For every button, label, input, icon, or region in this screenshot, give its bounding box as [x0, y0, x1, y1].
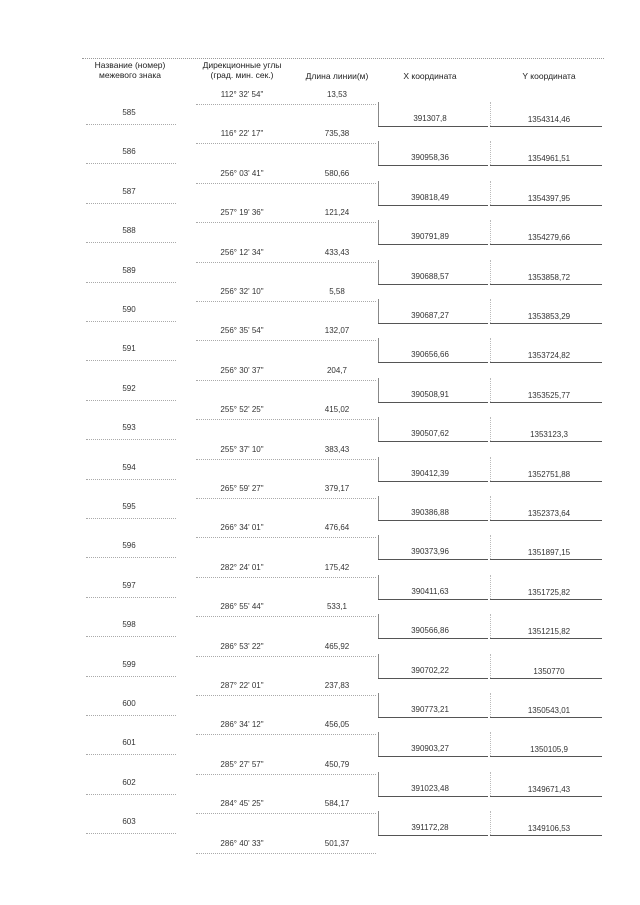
- x-cell-divider: [378, 654, 379, 678]
- point-name: 602: [122, 778, 136, 787]
- y-cell-divider: [490, 378, 491, 402]
- segment-length: 735,38: [324, 129, 350, 138]
- y-cell-rule: [490, 126, 602, 127]
- y-cell-rule: [490, 165, 602, 166]
- point-name: 600: [122, 699, 136, 708]
- y-cell-divider: [490, 338, 491, 362]
- segment-length: 204,7: [326, 366, 348, 375]
- y-cell-divider: [490, 181, 491, 205]
- x-cell-rule: [378, 481, 488, 482]
- segment-length: 433,43: [324, 248, 350, 257]
- y-cell-divider: [490, 811, 491, 835]
- x-cell-rule: [378, 244, 488, 245]
- x-cell-rule: [378, 402, 488, 403]
- x-cell-rule: [378, 678, 488, 679]
- segment-rule: [196, 774, 376, 775]
- segment-angle: 286° 34' 12": [220, 720, 264, 729]
- point-x: 390773,21: [411, 705, 449, 714]
- point-name: 601: [122, 738, 136, 747]
- x-cell-rule: [378, 362, 488, 363]
- segment-angle: 286° 55' 44": [220, 602, 264, 611]
- segment-length: 580,66: [324, 169, 350, 178]
- segment-rule: [196, 498, 376, 499]
- segment-rule: [196, 813, 376, 814]
- y-cell-rule: [490, 481, 602, 482]
- segment-rule: [196, 262, 376, 263]
- header-x: X координата: [403, 71, 457, 81]
- name-cell-rule: [86, 557, 176, 558]
- point-y: 1350543,01: [527, 706, 571, 715]
- header-length: Длина линии(м): [305, 71, 369, 81]
- y-cell-rule: [490, 323, 602, 324]
- y-cell-rule: [490, 835, 602, 836]
- x-cell-divider: [378, 811, 379, 835]
- y-cell-rule: [490, 717, 602, 718]
- point-name: 589: [122, 266, 136, 275]
- segment-angle: 285° 27' 57": [220, 760, 264, 769]
- y-cell-rule: [490, 796, 602, 797]
- x-cell-divider: [378, 417, 379, 441]
- segment-length: 175,42: [324, 563, 350, 572]
- x-cell-divider: [378, 693, 379, 717]
- point-x: 391307,8: [413, 114, 447, 123]
- segment-angle: 257° 19' 36": [220, 208, 264, 217]
- segment-length: 132,07: [324, 326, 350, 335]
- point-y: 1353858,72: [527, 273, 571, 282]
- x-cell-divider: [378, 181, 379, 205]
- point-y: 1354961,51: [527, 154, 571, 163]
- point-name: 587: [122, 187, 136, 196]
- point-x: 391023,48: [411, 784, 449, 793]
- y-cell-divider: [490, 220, 491, 244]
- point-name: 597: [122, 581, 136, 590]
- point-name: 599: [122, 660, 136, 669]
- segment-rule: [196, 734, 376, 735]
- header-angle-column: [186, 60, 298, 80]
- x-cell-divider: [378, 535, 379, 559]
- y-cell-divider: [490, 575, 491, 599]
- segment-length: 13,53: [326, 90, 348, 99]
- y-cell-divider: [490, 260, 491, 284]
- x-cell-divider: [378, 732, 379, 756]
- point-name: 585: [122, 108, 136, 117]
- point-y: 1353123,3: [530, 430, 568, 439]
- x-cell-divider: [378, 457, 379, 481]
- segment-angle: 256° 32' 10": [220, 287, 264, 296]
- x-cell-rule: [378, 165, 488, 166]
- name-cell-rule: [86, 439, 176, 440]
- y-cell-rule: [490, 520, 602, 521]
- name-cell-rule: [86, 636, 176, 637]
- segment-angle: 255° 37' 10": [220, 445, 264, 454]
- point-name: 586: [122, 147, 136, 156]
- header-rule: [82, 58, 604, 59]
- y-cell-divider: [490, 693, 491, 717]
- segment-rule: [196, 340, 376, 341]
- point-y: 1353724,82: [527, 351, 571, 360]
- point-x: 390688,57: [411, 272, 449, 281]
- segment-rule: [196, 459, 376, 460]
- segment-angle: 287° 22' 01": [220, 681, 264, 690]
- y-cell-rule: [490, 362, 602, 363]
- x-cell-rule: [378, 559, 488, 560]
- segment-rule: [196, 853, 376, 854]
- header-y: Y координата: [522, 71, 576, 81]
- segment-angle: 286° 53' 22": [220, 642, 264, 651]
- segment-length: 456,05: [324, 720, 350, 729]
- segment-rule: [196, 104, 376, 105]
- header-name-line1: Название (номер): [94, 60, 166, 70]
- segment-rule: [196, 183, 376, 184]
- point-y: 1353853,29: [527, 312, 571, 321]
- point-x: 390656,66: [411, 350, 449, 359]
- x-cell-divider: [378, 102, 379, 126]
- point-x: 390411,63: [411, 587, 449, 596]
- name-cell-rule: [86, 124, 176, 125]
- x-cell-divider: [378, 614, 379, 638]
- header-angle-line1: Дирекционные углы: [202, 60, 282, 70]
- point-x: 390373,96: [411, 547, 449, 556]
- point-x: 390702,22: [411, 666, 449, 675]
- y-cell-divider: [490, 457, 491, 481]
- segment-angle: 256° 12' 34": [220, 248, 264, 257]
- point-y: 1351725,82: [527, 588, 571, 597]
- y-cell-rule: [490, 559, 602, 560]
- name-cell-rule: [86, 518, 176, 519]
- name-cell-rule: [86, 242, 176, 243]
- segment-angle: 116° 22' 17": [220, 129, 264, 138]
- x-cell-rule: [378, 756, 488, 757]
- point-name: 598: [122, 620, 136, 629]
- name-cell-rule: [86, 360, 176, 361]
- x-cell-rule: [378, 441, 488, 442]
- name-cell-rule: [86, 163, 176, 164]
- y-cell-divider: [490, 654, 491, 678]
- point-x: 390818,49: [411, 193, 449, 202]
- y-cell-rule: [490, 284, 602, 285]
- name-cell-rule: [86, 794, 176, 795]
- segment-length: 450,79: [324, 760, 350, 769]
- point-x: 390412,39: [411, 469, 449, 478]
- header-name-line2: межевого знака: [99, 70, 161, 80]
- x-cell-rule: [378, 323, 488, 324]
- segment-length: 465,92: [324, 642, 350, 651]
- segment-angle: 265° 59' 27": [220, 484, 264, 493]
- x-cell-divider: [378, 575, 379, 599]
- y-cell-rule: [490, 244, 602, 245]
- segment-length: 476,64: [324, 523, 350, 532]
- x-cell-rule: [378, 835, 488, 836]
- x-cell-rule: [378, 717, 488, 718]
- segment-length: 584,17: [324, 799, 350, 808]
- segment-rule: [196, 537, 376, 538]
- segment-rule: [196, 143, 376, 144]
- name-cell-rule: [86, 715, 176, 716]
- point-y: 1349106,53: [527, 824, 571, 833]
- x-cell-rule: [378, 205, 488, 206]
- segment-rule: [196, 656, 376, 657]
- y-cell-rule: [490, 402, 602, 403]
- point-y: 1354279,66: [527, 233, 571, 242]
- segment-length: 379,17: [324, 484, 350, 493]
- segment-length: 415,02: [324, 405, 350, 414]
- x-cell-divider: [378, 378, 379, 402]
- x-cell-divider: [378, 299, 379, 323]
- point-y: 1351897,15: [527, 548, 571, 557]
- segment-length: 121,24: [324, 208, 350, 217]
- segment-angle: 112° 32' 54": [220, 90, 264, 99]
- x-cell-rule: [378, 638, 488, 639]
- point-name: 596: [122, 541, 136, 550]
- point-name: 603: [122, 817, 136, 826]
- segment-length: 533,1: [326, 602, 348, 611]
- y-cell-divider: [490, 299, 491, 323]
- segment-length: 237,83: [324, 681, 350, 690]
- x-cell-rule: [378, 599, 488, 600]
- segment-length: 383,43: [324, 445, 350, 454]
- point-name: 592: [122, 384, 136, 393]
- point-x: 390958,36: [411, 153, 449, 162]
- y-cell-divider: [490, 496, 491, 520]
- segment-angle: 266° 34' 01": [220, 523, 264, 532]
- point-x: 390508,91: [411, 390, 449, 399]
- segment-angle: 286° 40' 33": [220, 839, 264, 848]
- y-cell-rule: [490, 638, 602, 639]
- point-y: 1350105,9: [530, 745, 568, 754]
- y-cell-rule: [490, 599, 602, 600]
- point-y: 1350770: [533, 667, 565, 676]
- x-cell-divider: [378, 260, 379, 284]
- header-angle-line2: (град. мин. сек.): [210, 70, 274, 80]
- segment-rule: [196, 301, 376, 302]
- point-name: 593: [122, 423, 136, 432]
- y-cell-divider: [490, 732, 491, 756]
- point-x: 390507,62: [411, 429, 449, 438]
- x-cell-divider: [378, 338, 379, 362]
- name-cell-rule: [86, 400, 176, 401]
- point-y: 1354397,95: [527, 194, 571, 203]
- point-name: 591: [122, 344, 136, 353]
- point-y: 1354314,46: [527, 115, 571, 124]
- name-cell-rule: [86, 754, 176, 755]
- point-y: 1353525,77: [527, 391, 571, 400]
- y-cell-rule: [490, 756, 602, 757]
- y-cell-divider: [490, 535, 491, 559]
- name-cell-rule: [86, 676, 176, 677]
- name-cell-rule: [86, 321, 176, 322]
- point-x: 390791,89: [411, 232, 449, 241]
- y-cell-divider: [490, 772, 491, 796]
- point-y: 1352373,64: [527, 509, 571, 518]
- header-name-column: [84, 60, 176, 80]
- x-cell-divider: [378, 772, 379, 796]
- y-cell-divider: [490, 417, 491, 441]
- x-cell-divider: [378, 141, 379, 165]
- segment-angle: 284° 45' 25": [220, 799, 264, 808]
- segment-rule: [196, 380, 376, 381]
- point-name: 594: [122, 463, 136, 472]
- point-y: 1349671,43: [527, 785, 571, 794]
- x-cell-divider: [378, 220, 379, 244]
- name-cell-rule: [86, 479, 176, 480]
- segment-angle: 282° 24' 01": [220, 563, 264, 572]
- segment-rule: [196, 695, 376, 696]
- name-cell-rule: [86, 597, 176, 598]
- y-cell-divider: [490, 141, 491, 165]
- segment-angle: 255° 52' 25": [220, 405, 264, 414]
- x-cell-rule: [378, 520, 488, 521]
- segment-angle: 256° 30' 37": [220, 366, 264, 375]
- point-name: 590: [122, 305, 136, 314]
- point-name: 588: [122, 226, 136, 235]
- segment-length: 5,58: [329, 287, 345, 296]
- point-y: 1352751,88: [527, 470, 571, 479]
- segment-rule: [196, 222, 376, 223]
- x-cell-rule: [378, 284, 488, 285]
- point-x: 391172,28: [411, 823, 449, 832]
- point-x: 390903,27: [411, 744, 449, 753]
- name-cell-rule: [86, 203, 176, 204]
- y-cell-rule: [490, 678, 602, 679]
- y-cell-divider: [490, 102, 491, 126]
- segment-rule: [196, 577, 376, 578]
- segment-length: 501,37: [324, 839, 350, 848]
- point-x: 390566,86: [411, 626, 449, 635]
- segment-angle: 256° 03' 41": [220, 169, 264, 178]
- y-cell-divider: [490, 614, 491, 638]
- point-y: 1351215,82: [527, 627, 571, 636]
- segment-angle: 256° 35' 54": [220, 326, 264, 335]
- name-cell-rule: [86, 282, 176, 283]
- point-x: 390386,88: [411, 508, 449, 517]
- segment-rule: [196, 616, 376, 617]
- x-cell-rule: [378, 796, 488, 797]
- point-name: 595: [122, 502, 136, 511]
- x-cell-rule: [378, 126, 488, 127]
- point-x: 390687,27: [411, 311, 449, 320]
- segment-rule: [196, 419, 376, 420]
- name-cell-rule: [86, 833, 176, 834]
- y-cell-rule: [490, 441, 602, 442]
- x-cell-divider: [378, 496, 379, 520]
- y-cell-rule: [490, 205, 602, 206]
